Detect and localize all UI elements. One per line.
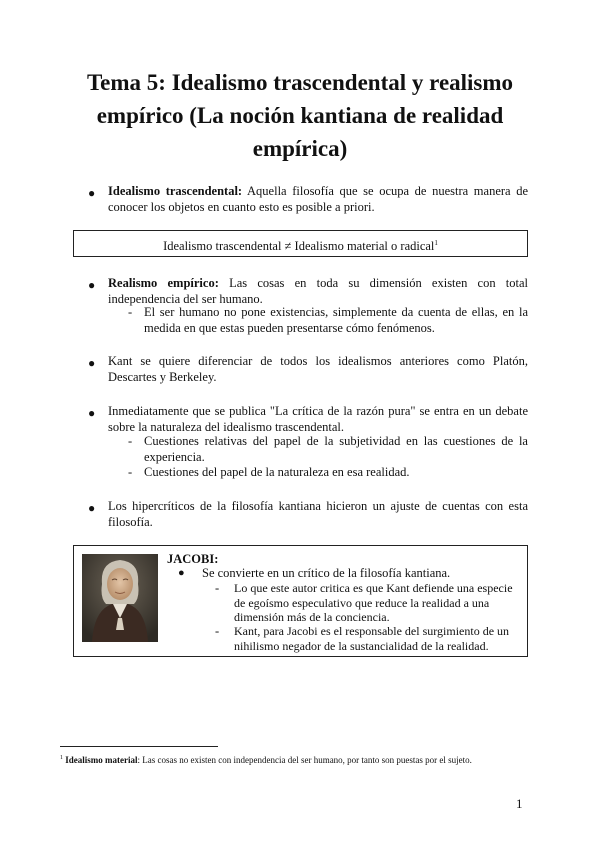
definition-box-text: Idealismo trascendental ≠ Idealismo material o radical	[163, 239, 435, 254]
card-heading: JACOBI:	[167, 552, 219, 566]
critica-paragraph: Inmediatamente que se publica "La crítica de la razón pura" se entra en un debate sobre la naturaleza del idealismo trascendental.	[108, 404, 528, 434]
dash-icon: -	[128, 434, 133, 448]
realismo-paragraph	[108, 275, 528, 307]
dash-icon: -	[215, 624, 220, 638]
title-line-3: empírica)	[252, 136, 348, 161]
footnote	[60, 752, 530, 767]
critica-subpoint-1: Cuestiones relativas del papel de la subjetividad en las cuestiones de la experiencia.	[144, 434, 528, 464]
realismo-subpoint: El ser humano no pone existencias, simplemente da cuenta de ellas, en la medida en que estas pueden presentarse cómo fenómenos.	[144, 305, 528, 335]
footnote-text: : Las cosas no existen con independencia del ser humano, por tanto son puestas por el sujeto.	[137, 755, 472, 765]
footnote-term: Idealismo material	[65, 755, 138, 765]
idealismo-text: Aquella filosofía que se ocupa de nuestra manera de conocer los objetos en cuanto esto es posible a priori.	[108, 184, 528, 214]
definition-box	[73, 230, 528, 257]
idealismo-paragraph	[108, 183, 528, 215]
critica-subpoint-2: Cuestiones del papel de la naturaleza en esa realidad.	[144, 465, 410, 479]
card-subpoint-2: Kant, para Jacobi es el responsable del surgimiento de un nihilismo negador de la sustancialidad de la realidad.	[234, 624, 510, 653]
title-line-1: Tema 5: Idealismo trascendental y realismo	[86, 70, 514, 95]
card-bullet-text: Se convierte en un crítico de la filosofía kantiana.	[202, 566, 451, 580]
kant-paragraph: Kant se quiere diferenciar de todos los idealismos anteriores como Platón, Descartes y Berkeley.	[108, 354, 528, 384]
realismo-term: Realismo empírico:	[108, 276, 219, 290]
hipercriticos-paragraph: Los hipercríticos de la filosofía kantiana hicieron un ajuste de cuentas con esta filosofía.	[108, 499, 528, 529]
bullet-icon: ●	[178, 567, 185, 579]
bullet-icon: ●	[88, 406, 96, 420]
realismo-text: Las cosas en toda su dimensión existen con total independencia del ser humano.	[108, 276, 528, 306]
bullet-icon: ●	[88, 278, 96, 292]
footnote-divider	[60, 746, 218, 747]
bullet-icon: ●	[88, 186, 96, 200]
dash-icon: -	[128, 465, 133, 479]
portrait-icon	[82, 554, 158, 642]
footnote-number: 1	[60, 755, 63, 761]
page-number: 1	[516, 796, 523, 811]
dash-icon: -	[128, 305, 133, 319]
portrait-image	[82, 554, 158, 642]
title-line-2: empírico (La noción kantiana de realidad	[96, 103, 504, 128]
bullet-icon: ●	[88, 501, 96, 515]
page-title	[60, 66, 540, 165]
jacobi-card	[73, 545, 528, 657]
card-subpoint-1: Lo que este autor critica es que Kant defiende una especie de egoísmo especulativo que reduce la realidad a una dimensión más de la conciencia.	[234, 581, 513, 624]
bullet-icon: ●	[88, 356, 96, 370]
footnote-reference: 1	[434, 239, 438, 247]
idealismo-term: Idealismo trascendental:	[108, 184, 243, 198]
dash-icon: -	[215, 581, 220, 595]
